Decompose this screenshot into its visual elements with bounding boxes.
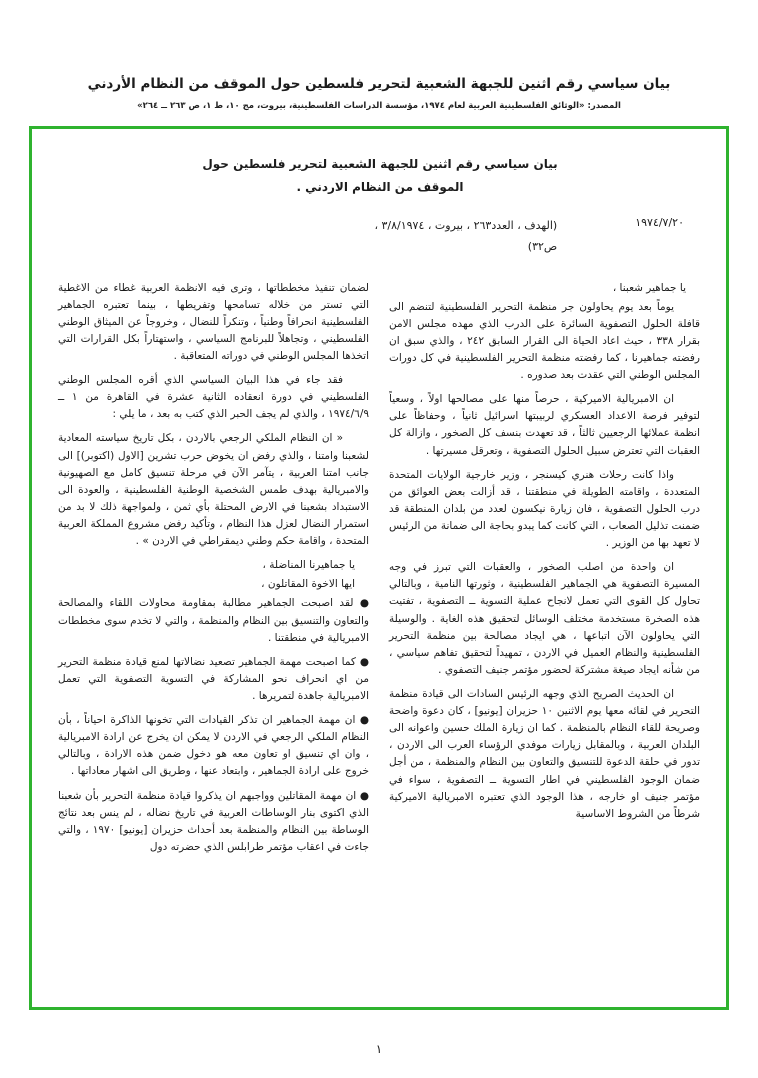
paragraph: « ان النظام الملكي الرجعي بالاردن ، بكل تاريخ سياسته المعادية لشعبنا وامتنا ، والذي رفض ان يخوض حرب تشرين [الاول (اكتوبر)] الى جانب امتنا العربية ، يتآمر الآن في مرحلة تنسيق كامل مع الصهيونية والامبريالية بهدف طمس الشخصية الوطنية الفلسطينية ، والعودة الى الاستبداد بشعبنا في الارض المحتلة بأي ثمن ، ولمواجهة ذلك لا بد من استمرار النضال لعزل هذا النظام ، وتأكيد رفض مشروع المملكة العربية المتحدة ، واقامة حكم وطني ديمقراطي في الاردن » .	[58, 432, 369, 548]
paragraph: ان واحدة من اصلب الصخور ، والعقبات التي تبرز في وجه المسيرة التصفوية هي الجماهير الفلسطينية ، وثورتها النامية ، وبالتالي تحاول كل القوى التي تعمل لانجاح عملية التسوية ــ التصفوية ، تفتيت هذه الصخرة مستخدمة مختلف الوسائل لتحقيق هذه الغاية . والوسيلة التي يحاولون الآن اتباعها ، هي ايجاد مصالحة بين منظمة التحرير الفلسطينية والنظام العميل في الاردن ، تمهيداً لتحقيق تفاهم سياسي ، من شأنه ايجاد صيغة مشتركة لحضور مؤتمر جنيف التصفوي .	[389, 561, 700, 676]
document-heading-line1: بيان سياسي رقم اثنين للجبهة الشعبية لتحرير فلسطين حول	[202, 157, 558, 171]
document-frame	[29, 126, 729, 1010]
source-line: المصدر: «الوثائق الفلسطينية العربية لعام ١٩٧٤، مؤسسة الدراسات الفلسطينية، بيروت، مج ١٠، ط ١، ص ٢٦٣ ــ ٢٦٤»	[137, 101, 621, 111]
page-title: بيان سياسي رقم اثنين للجبهة الشعبية لتحرير فلسطين حول الموقف من النظام الأردني	[87, 76, 671, 92]
paragraph: واذا كانت رحلات هنري كيسنجر ، وزير خارجية الولايات المتحدة المتعددة ، واقامته الطويلة في منطقتنا ، قد أزالت بعض العوائق من درب الحلول التصفوية ، فان زيارة نيكسون لعدد من بلدان المنطقة قد ضمنت تذليل الصعاب ، التي كانت كما يبدو بحاجة الى ضمانة من الرئيس لا تعهد بها من الوزير .	[389, 468, 700, 550]
date-row	[58, 216, 700, 258]
document-date: ١٩٧٤/٧/٢٠	[635, 215, 684, 229]
paragraph: ● كما اصبحت مهمة الجماهير تصعيد نضالاتها لمنع قيادة منظمة التحرير من اي انحراف نحو المشاركة في التسوية التصفوية التي تعمل الامبريالية جاهدة لتمريرها .	[58, 655, 369, 702]
paragraph: فقد جاء في هذا البيان السياسي الذي أقره المجلس الوطني الفلسطيني في دورة انعقاده الثانية عشرة في القاهرة من ١ ــ ١٩٧٤/٦/٩ ، والذي لم يجف الحبر الذي كتب به بعد ، ما يلي :	[58, 374, 370, 421]
page-number: ١	[375, 1042, 383, 1056]
document-citation: (الهدف ، العدد٢٦٣ ، بيروت ، ٣/٨/١٩٧٤ ، ص٣٢)	[374, 218, 558, 253]
paragraph: يوماً بعد يوم يحاولون جر منظمة التحرير الفلسطينية لتنضم الى قافلة الحلول التصفوية السائرة على الدرب الذي مهده مجلس الامن بقرار ٣٣٨ ، حيث اعاد الحياة الى القرار السابق ٢٤٢ ، والذي سبق ان رفضته جماهيرنا ، كما رفضته منظمة التحرير الفلسطينية في كل دورات المجلس الوطني التي عقدت بعد صدوره .	[389, 300, 700, 382]
page-header	[0, 0, 758, 111]
paragraph: لضمان تنفيذ مخططاتها ، وترى فيه الانظمة العربية غطاء من الاغطية التي تستر من خلاله تسامحها وتفريطها ، بينما تعتبره الجماهير الفلسطينية انحرافاً وطنياً ، وتنكراً للنضال ، وخروجاً عن الميثاق الوطني الفلسطيني ، وتجاهلاً للبرنامج السياسي ، واستهتاراً بكل القرارات التي اتخذها المجلس الوطني في دوراته المتعاقبة .	[58, 281, 369, 362]
right-column	[389, 280, 700, 863]
paragraph: ● لقد اصبحت الجماهير مطالبة بمقاومة محاولات اللقاء والمصالحة والتعاون والتنسيق بين النظام والمنظمة ، والتي لا تخدم سوى مخططات الامبريالية في منطقتنا .	[58, 597, 369, 644]
document-heading-line2: الموقف من النظام الاردني .	[296, 180, 464, 195]
paragraph: يا جماهيرنا المناضلة ،	[262, 559, 355, 572]
paragraph: ● ان مهمة المقاتلين وواجبهم ان يذكروا قيادة منظمة التحرير بأن شعبنا الذي اكتوى بنار الوساطات العربية في تاريخ نضاله ، لم ينس بعد نتائج الوساطة بين النظام والمنظمة بعد أحداث حزيران [يونيو] ١٩٧٠ ، والتي جاءت في اعقاب مؤتمر طرابلس الذي حضرته دول	[58, 789, 369, 853]
paragraph: يا جماهير شعبنا ،	[612, 281, 686, 294]
text-columns	[58, 280, 700, 863]
page-footer	[0, 1042, 758, 1056]
paragraph: ايها الاخوة المقاتلون ،	[261, 578, 355, 591]
paragraph: ان الحديث الصريح الذي وجهه الرئيس السادات الى قيادة منظمة التحرير في لقائه معها يوم الاثنين ١٠ حزيران [يونيو] ، كان دعوة واضحة وصريحة للقاء النظام بالمنظمة . كما ان زيارة الملك حسين واعوانه الى البلدان العربية ، وبالمقابل زيارات موفدي الرؤساء العرب الى الاردن ، تدور في حلقة الدعوة للتنسيق والتعاون بين النظام والمنظمة ، من أجل ضمان الوجود الفلسطيني في اطار التسوية ــ التصفوية ، سواء في مؤتمر جنيف او خارجه ، هذا الوجود الذي تعتبره الامبريالية الاميركية شرطاً من الشروط الاساسية	[389, 687, 700, 820]
document-heading	[165, 153, 595, 200]
left-column	[58, 280, 369, 863]
paragraph: ان الامبريالية الاميركية ، حرصاً منها على مصالحها اولاً ، وسعياً لتوفير فرصة الاعداد العسكري لربيبتها اسرائيل ثانياً ، وحفاظاً على انظمة عملائها الرجعيين ثالثاً ، قد تعهدت بنسف كل الصخور ، وازالة كل العقبات التي تعترض سبيل الحلول التصفوية ، وتعرقل مسيرتها .	[389, 393, 700, 457]
paragraph: ● ان مهمة الجماهير ان تذكر القيادات التي تخونها الذاكرة احياناً ، بأن النظام الملكي الرجعي في الاردن لا يمكن ان يخرج عن ارادة الامبريالية ، وان اي تنسيق او تعاون معه هو دخول ضمن هذه الارادة ، وبالتالي خروج على ارادة الجماهير ، وابتعاد عنها ، وطريق الى اشهار معاداتها .	[58, 714, 369, 778]
